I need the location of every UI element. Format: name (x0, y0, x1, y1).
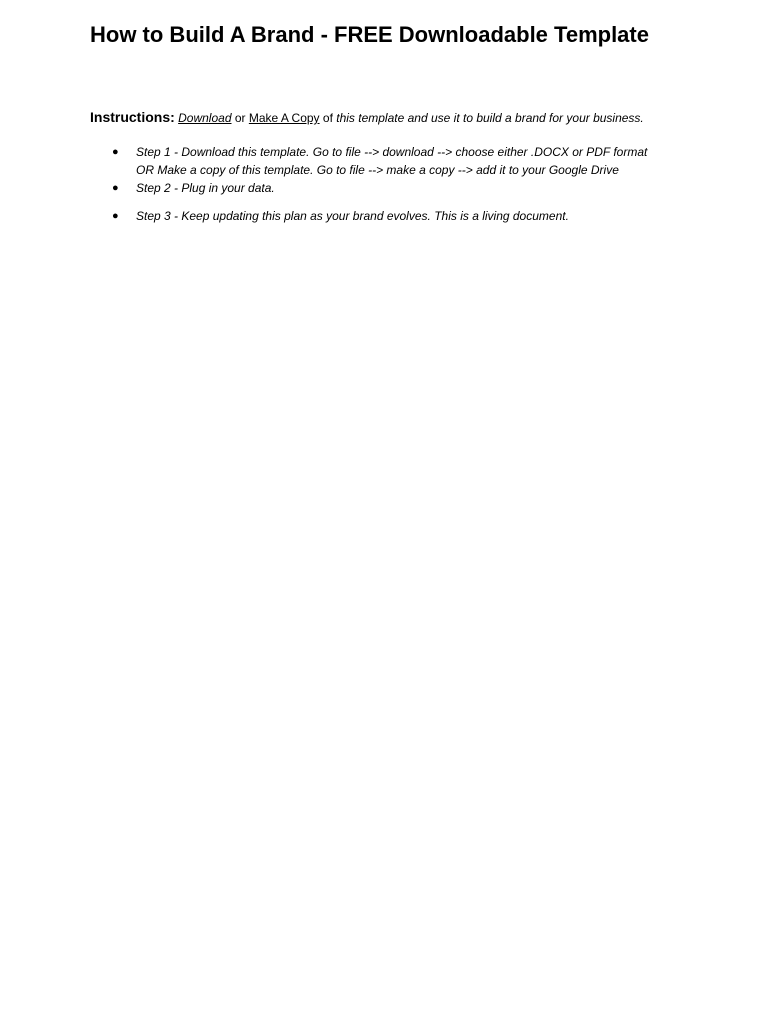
step-1-line-2: OR Make a copy of this template. Go to file --> make a copy --> add it to your Google Drive (136, 163, 619, 177)
make-a-copy-link[interactable]: Make A Copy (248, 111, 320, 125)
step-item-3 (90, 207, 716, 225)
document-title: How to Build A Brand - FREE Downloadable Template (90, 22, 649, 47)
step-3-text: Step 3 - Keep updating this plan as your brand evolves. This is a living document. (136, 209, 569, 223)
bullet-icon: ● (112, 146, 119, 158)
step-2-text: Step 2 - Plug in your data. (136, 181, 275, 195)
step-item-2 (90, 179, 716, 197)
download-link[interactable]: Download (178, 111, 232, 125)
instructions-paragraph (90, 108, 644, 127)
steps-list (90, 143, 716, 225)
instructions-label: Instructions: (90, 109, 175, 125)
of-text: of (319, 111, 337, 125)
instructions-rest-text: this template and use it to build a brand for your business. (336, 111, 644, 125)
step-item-1 (90, 143, 716, 179)
bullet-icon: ● (112, 182, 119, 194)
or-text: or (231, 111, 249, 125)
step-1-line-1: Step 1 - Download this template. Go to file --> download --> choose either .DOCX or PDF format (136, 145, 648, 159)
bullet-icon: ● (112, 210, 119, 222)
